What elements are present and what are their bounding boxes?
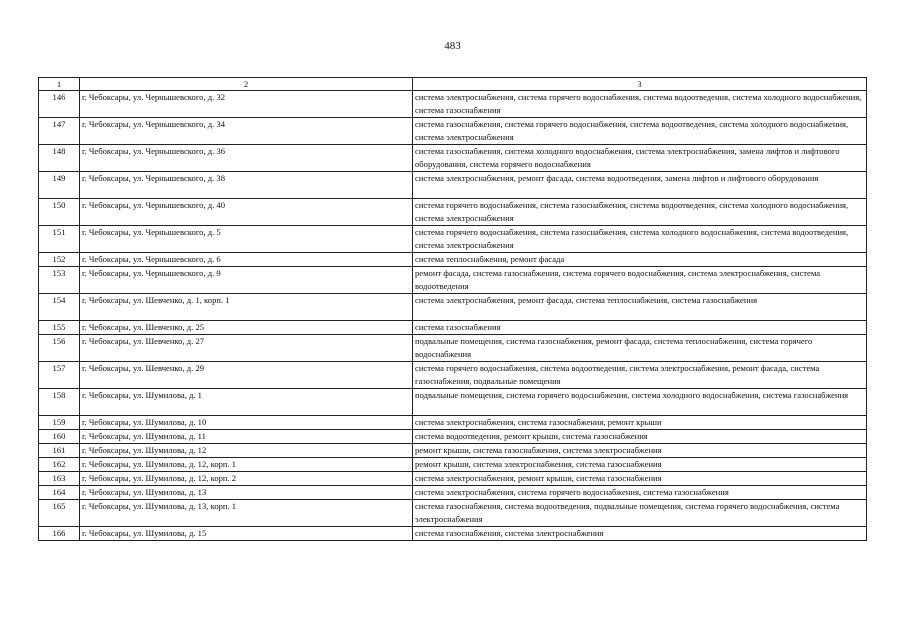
- table-row: [39, 362, 867, 389]
- row-address: г. Чебоксары, ул. Чернышевского, д. 9: [80, 267, 413, 294]
- row-number: 151: [39, 226, 80, 253]
- row-address: г. Чебоксары, ул. Шевченко, д. 29: [80, 362, 413, 389]
- row-works: система теплоснабжения, ремонт фасада: [413, 253, 867, 267]
- table-row: [39, 91, 867, 118]
- row-address: г. Чебоксары, ул. Чернышевского, д. 6: [80, 253, 413, 267]
- table-row: [39, 294, 867, 321]
- row-address: г. Чебоксары, ул. Чернышевского, д. 34: [80, 118, 413, 145]
- row-number: 157: [39, 362, 80, 389]
- table-row: [39, 430, 867, 444]
- row-address: г. Чебоксары, ул. Шумилова, д. 10: [80, 416, 413, 430]
- column-header-number: 1: [39, 78, 80, 91]
- row-works: система газоснабжения, система горячего водоснабжения, система водоотведения, система холодного водоснабжения, система электроснабжения: [413, 118, 867, 145]
- table-row: [39, 226, 867, 253]
- table-row: [39, 145, 867, 172]
- row-address: г. Чебоксары, ул. Шумилова, д. 15: [80, 527, 413, 541]
- table-row: [39, 486, 867, 500]
- address-works-table: [38, 77, 867, 541]
- row-works: подвальные помещения, система горячего водоснабжения, система холодного водоснабжения, система газоснабжения: [413, 389, 867, 416]
- row-works: система электроснабжения, ремонт фасада, система теплоснабжения, система газоснабжения: [413, 294, 867, 321]
- row-works: система горячего водоснабжения, система газоснабжения, система водоотведения, система холодного водоснабжения, система электроснабжения: [413, 199, 867, 226]
- row-works: система электроснабжения, система горячего водоснабжения, система газоснабжения: [413, 486, 867, 500]
- row-number: 146: [39, 91, 80, 118]
- row-works: система электроснабжения, система горячего водоснабжения, система водоотведения, система холодного водоснабжения, система газоснабжения: [413, 91, 867, 118]
- table-row: [39, 389, 867, 416]
- row-address: г. Чебоксары, ул. Шумилова, д. 1: [80, 389, 413, 416]
- row-works: подвальные помещения, система газоснабжения, ремонт фасада, система теплоснабжения, система горячего водоснабжения: [413, 335, 867, 362]
- row-works: ремонт крыши, система электроснабжения, система газоснабжения: [413, 458, 867, 472]
- row-number: 159: [39, 416, 80, 430]
- row-number: 158: [39, 389, 80, 416]
- table-row: [39, 172, 867, 199]
- row-address: г. Чебоксары, ул. Шумилова, д. 12, корп. 2: [80, 472, 413, 486]
- row-number: 149: [39, 172, 80, 199]
- row-address: г. Чебоксары, ул. Чернышевского, д. 38: [80, 172, 413, 199]
- table-row: [39, 444, 867, 458]
- header-row: [39, 78, 867, 91]
- row-number: 164: [39, 486, 80, 500]
- column-header-works: 3: [413, 78, 867, 91]
- table-row: [39, 118, 867, 145]
- table-row: [39, 472, 867, 486]
- row-number: 152: [39, 253, 80, 267]
- page-number: 483: [444, 40, 461, 52]
- row-works: система электроснабжения, система газоснабжения, ремонт крыши: [413, 416, 867, 430]
- row-number: 165: [39, 500, 80, 527]
- row-number: 150: [39, 199, 80, 226]
- row-address: г. Чебоксары, ул. Шумилова, д. 12: [80, 444, 413, 458]
- row-number: 155: [39, 321, 80, 335]
- row-works: система горячего водоснабжения, система водоотведения, система электроснабжения, ремонт фасада, система газоснабжения, подвальные помещения: [413, 362, 867, 389]
- table-row: [39, 199, 867, 226]
- row-works: ремонт крыши, система газоснабжения, система электроснабжения: [413, 444, 867, 458]
- table-row: [39, 321, 867, 335]
- row-address: г. Чебоксары, ул. Шумилова, д. 12, корп. 1: [80, 458, 413, 472]
- row-address: г. Чебоксары, ул. Шумилова, д. 13: [80, 486, 413, 500]
- table-row: [39, 267, 867, 294]
- table-row: [39, 527, 867, 541]
- row-works: ремонт фасада, система газоснабжения, система горячего водоснабжения, система электроснабжения, система водоотведения: [413, 267, 867, 294]
- table-row: [39, 458, 867, 472]
- row-number: 163: [39, 472, 80, 486]
- row-number: 162: [39, 458, 80, 472]
- table-row: [39, 335, 867, 362]
- row-number: 147: [39, 118, 80, 145]
- row-address: г. Чебоксары, ул. Шевченко, д. 1, корп. 1: [80, 294, 413, 321]
- table-row: [39, 500, 867, 527]
- table-row: [39, 416, 867, 430]
- table-row: [39, 253, 867, 267]
- row-address: г. Чебоксары, ул. Шевченко, д. 25: [80, 321, 413, 335]
- row-address: г. Чебоксары, ул. Чернышевского, д. 5: [80, 226, 413, 253]
- row-address: г. Чебоксары, ул. Шумилова, д. 13, корп. 1: [80, 500, 413, 527]
- row-number: 166: [39, 527, 80, 541]
- row-works: система газоснабжения, система электроснабжения: [413, 527, 867, 541]
- row-works: система газоснабжения: [413, 321, 867, 335]
- table-body: [39, 91, 867, 541]
- row-number: 161: [39, 444, 80, 458]
- row-works: система электроснабжения, ремонт фасада, система водоотведения, замена лифтов и лифтового оборудования: [413, 172, 867, 199]
- row-number: 154: [39, 294, 80, 321]
- row-number: 156: [39, 335, 80, 362]
- row-works: система горячего водоснабжения, система газоснабжения, система холодного водоснабжения, система водоотведения, система электроснабжения: [413, 226, 867, 253]
- row-works: система газоснабжения, система холодного водоснабжения, система электроснабжения, замена лифтов и лифтового оборудования, система горячего водоснабжения: [413, 145, 867, 172]
- row-address: г. Чебоксары, ул. Чернышевского, д. 36: [80, 145, 413, 172]
- row-works: система газоснабжения, система водоотведения, подвальные помещения, система горячего водоснабжения, система электроснабжения: [413, 500, 867, 527]
- row-number: 160: [39, 430, 80, 444]
- row-address: г. Чебоксары, ул. Шевченко, д. 27: [80, 335, 413, 362]
- row-works: система электроснабжения, ремонт крыши, система газоснабжения: [413, 472, 867, 486]
- row-address: г. Чебоксары, ул. Чернышевского, д. 40: [80, 199, 413, 226]
- row-number: 148: [39, 145, 80, 172]
- row-works: система водоотведения, ремонт крыши, система газоснабжения: [413, 430, 867, 444]
- row-address: г. Чебоксары, ул. Чернышевского, д. 32: [80, 91, 413, 118]
- column-header-address: 2: [80, 78, 413, 91]
- row-number: 153: [39, 267, 80, 294]
- row-address: г. Чебоксары, ул. Шумилова, д. 11: [80, 430, 413, 444]
